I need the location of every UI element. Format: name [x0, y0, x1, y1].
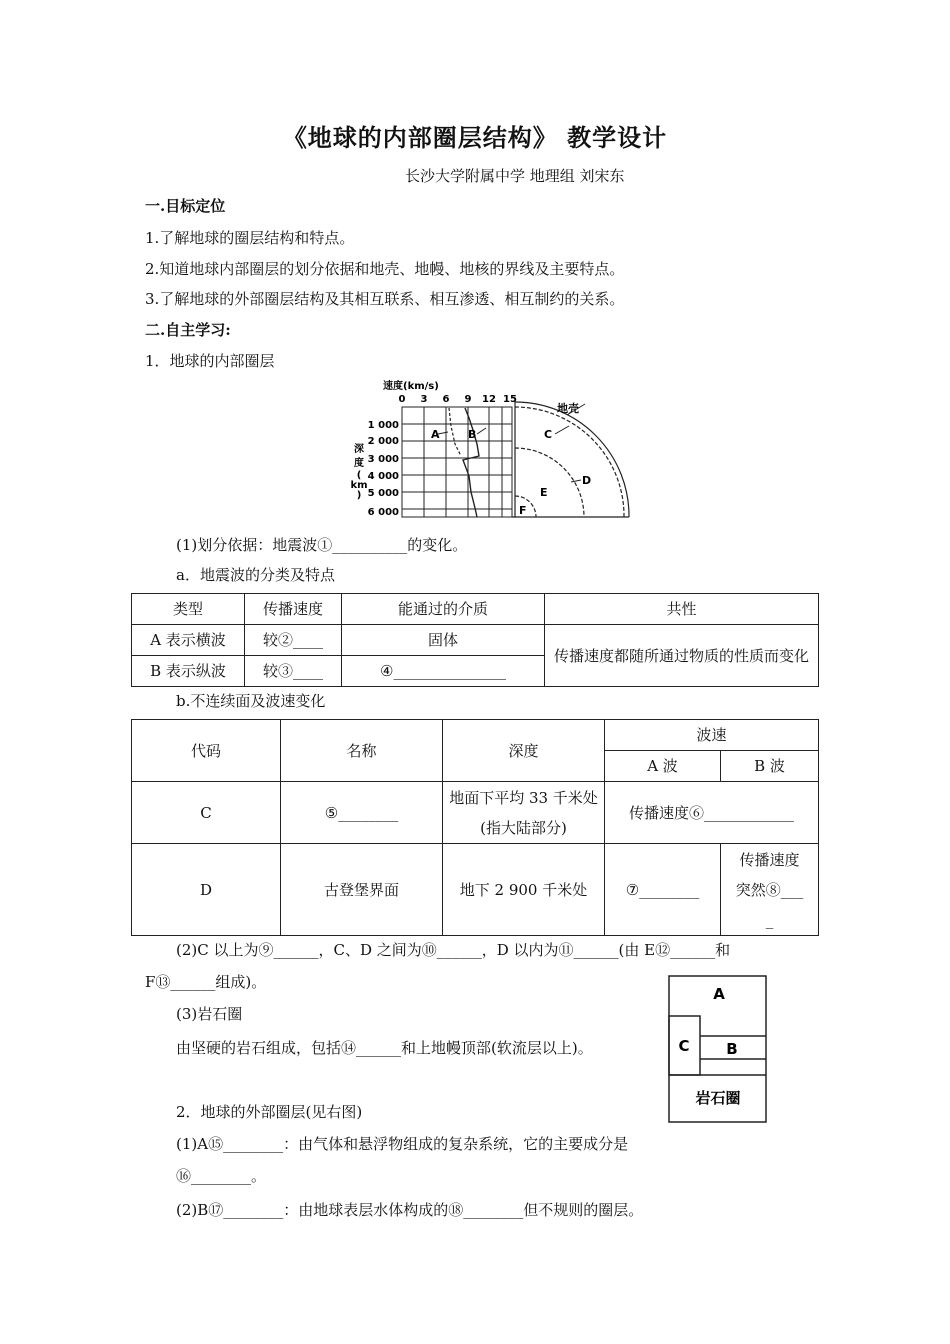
wave-a-label: A [431, 428, 440, 441]
wave-b-label: B [468, 428, 477, 441]
crust-label: 地壳 [557, 402, 579, 415]
depth-tick: 2 000 [367, 436, 399, 447]
question-3-text: 由坚硬的岩石组成，包括⑭______和上地幔顶部(软流层以上)。 [176, 1039, 593, 1057]
part-2-question-1b: ⑯________。 [176, 1167, 267, 1185]
table-cell: 地面下平均 33 千米处(指大陆部分) [443, 782, 605, 844]
question-1: (1)划分依据：地震波①__________的变化。 [176, 536, 468, 554]
table-header: 传播速度 [245, 594, 342, 625]
table-cell: 地下 2 900 千米处 [443, 844, 605, 936]
table-cell: 古登堡界面 [281, 844, 443, 936]
speed-tick: 9 [464, 394, 472, 405]
section-2-heading: 二.自主学习: [145, 321, 231, 339]
lithosphere-label: 岩石圈 [695, 1089, 741, 1107]
depth-axis-char: 深 [354, 444, 364, 455]
sphere-a-label: A [713, 985, 725, 1003]
layer-e-label: E [540, 486, 548, 499]
question-2-line-1: (2)C 以上为⑨______，C、D 之间为⑩______，D 以内为⑪______(由 E⑫______和 [176, 941, 731, 959]
depth-tick: 3 000 [367, 454, 399, 465]
table-cell: D [132, 844, 281, 936]
speed-tick: 0 [398, 394, 406, 405]
layer-c-label: C [544, 428, 553, 441]
section-1-heading: 一.目标定位 [145, 197, 226, 215]
objective-2: 2.知道地球内部圈层的划分依据和地壳、地幔、地核的界线及主要特点。 [145, 260, 625, 278]
wave-a-curve [449, 408, 461, 456]
question-3: (3)岩石圈 [176, 1005, 243, 1023]
table-subheader: B 波 [721, 751, 819, 782]
table-cell: C [132, 782, 281, 844]
question-2-line-2: F⑬______组成)。 [145, 973, 267, 991]
table-cell: ⑤________ [281, 782, 443, 844]
byline: 长沙大学附属中学 地理组 刘宋东 [405, 167, 625, 185]
depth-tick: 5 000 [367, 488, 399, 499]
part-1-heading: 1．地球的内部圈层 [145, 352, 275, 370]
table-cell: 较③____ [245, 656, 342, 687]
sphere-c-label: C [678, 1037, 690, 1055]
depth-axis-char: ( [356, 470, 362, 481]
depth-tick: 4 000 [367, 471, 399, 482]
table-cell: B 表示纵波 [132, 656, 245, 687]
table-header: 共性 [545, 594, 819, 625]
speed-tick: 15 [503, 394, 517, 405]
layer-d-label: D [582, 474, 592, 487]
seismic-wave-figure [345, 378, 640, 523]
speed-tick: 6 [442, 394, 450, 405]
table-header: 波速 [605, 720, 819, 751]
depth-axis-char: ) [356, 490, 362, 501]
outer-spheres-figure [668, 975, 768, 1125]
discontinuity-table [131, 719, 819, 936]
depth-axis-char: km [350, 480, 368, 491]
wave-types-table [131, 593, 819, 687]
table-header: 能通过的介质 [342, 594, 545, 625]
sphere-b-label: B [726, 1040, 738, 1058]
table-row [132, 844, 819, 936]
speed-tick: 12 [482, 394, 496, 405]
speed-axis-label: 速度(km/s) [383, 381, 439, 392]
objective-3: 3.了解地球的外部圈层结构及其相互联系、相互渗透、相互制约的关系。 [145, 290, 625, 308]
table-cell: 固体 [342, 625, 545, 656]
common-trait-cell: 传播速度都随所通过物质的性质而变化 [545, 625, 819, 687]
table-cell: A 表示横波 [132, 625, 245, 656]
table-cell: ④_______________ [342, 656, 545, 687]
depth-tick: 1 000 [367, 420, 399, 431]
table-header: 深度 [443, 720, 605, 782]
depth-axis-char: 度 [354, 458, 364, 469]
part-2-question-1: (1)A⑮________：由气体和悬浮物组成的复杂系统，它的主要成分是 [176, 1135, 629, 1153]
part-2-heading: 2．地球的外部圈层(见右图) [176, 1103, 363, 1121]
table-cell: ⑦________ [605, 844, 721, 936]
sub-heading-b: b.不连续面及波速变化 [176, 692, 326, 710]
table-subheader: A 波 [605, 751, 721, 782]
table-header: 代码 [132, 720, 281, 782]
depth-tick: 6 000 [367, 507, 399, 518]
table-row [132, 782, 819, 844]
table-header: 类型 [132, 594, 245, 625]
table-row [132, 625, 819, 656]
page-title: 《地球的内部圈层结构》 教学设计 [282, 124, 668, 152]
speed-tick: 3 [420, 394, 428, 405]
table-cell: 传播速度突然⑧____ [721, 844, 819, 936]
layer-f-label: F [519, 504, 527, 517]
sub-heading-a: a．地震波的分类及特点 [176, 566, 335, 584]
table-cell: 传播速度⑥____________ [605, 782, 819, 844]
part-2-question-2: (2)B⑰________：由地球表层水体构成的⑱________但不规则的圈层。 [176, 1201, 644, 1219]
table-header: 名称 [281, 720, 443, 782]
objective-1: 1.了解地球的圈层结构和特点。 [145, 229, 355, 247]
table-cell: 较②____ [245, 625, 342, 656]
